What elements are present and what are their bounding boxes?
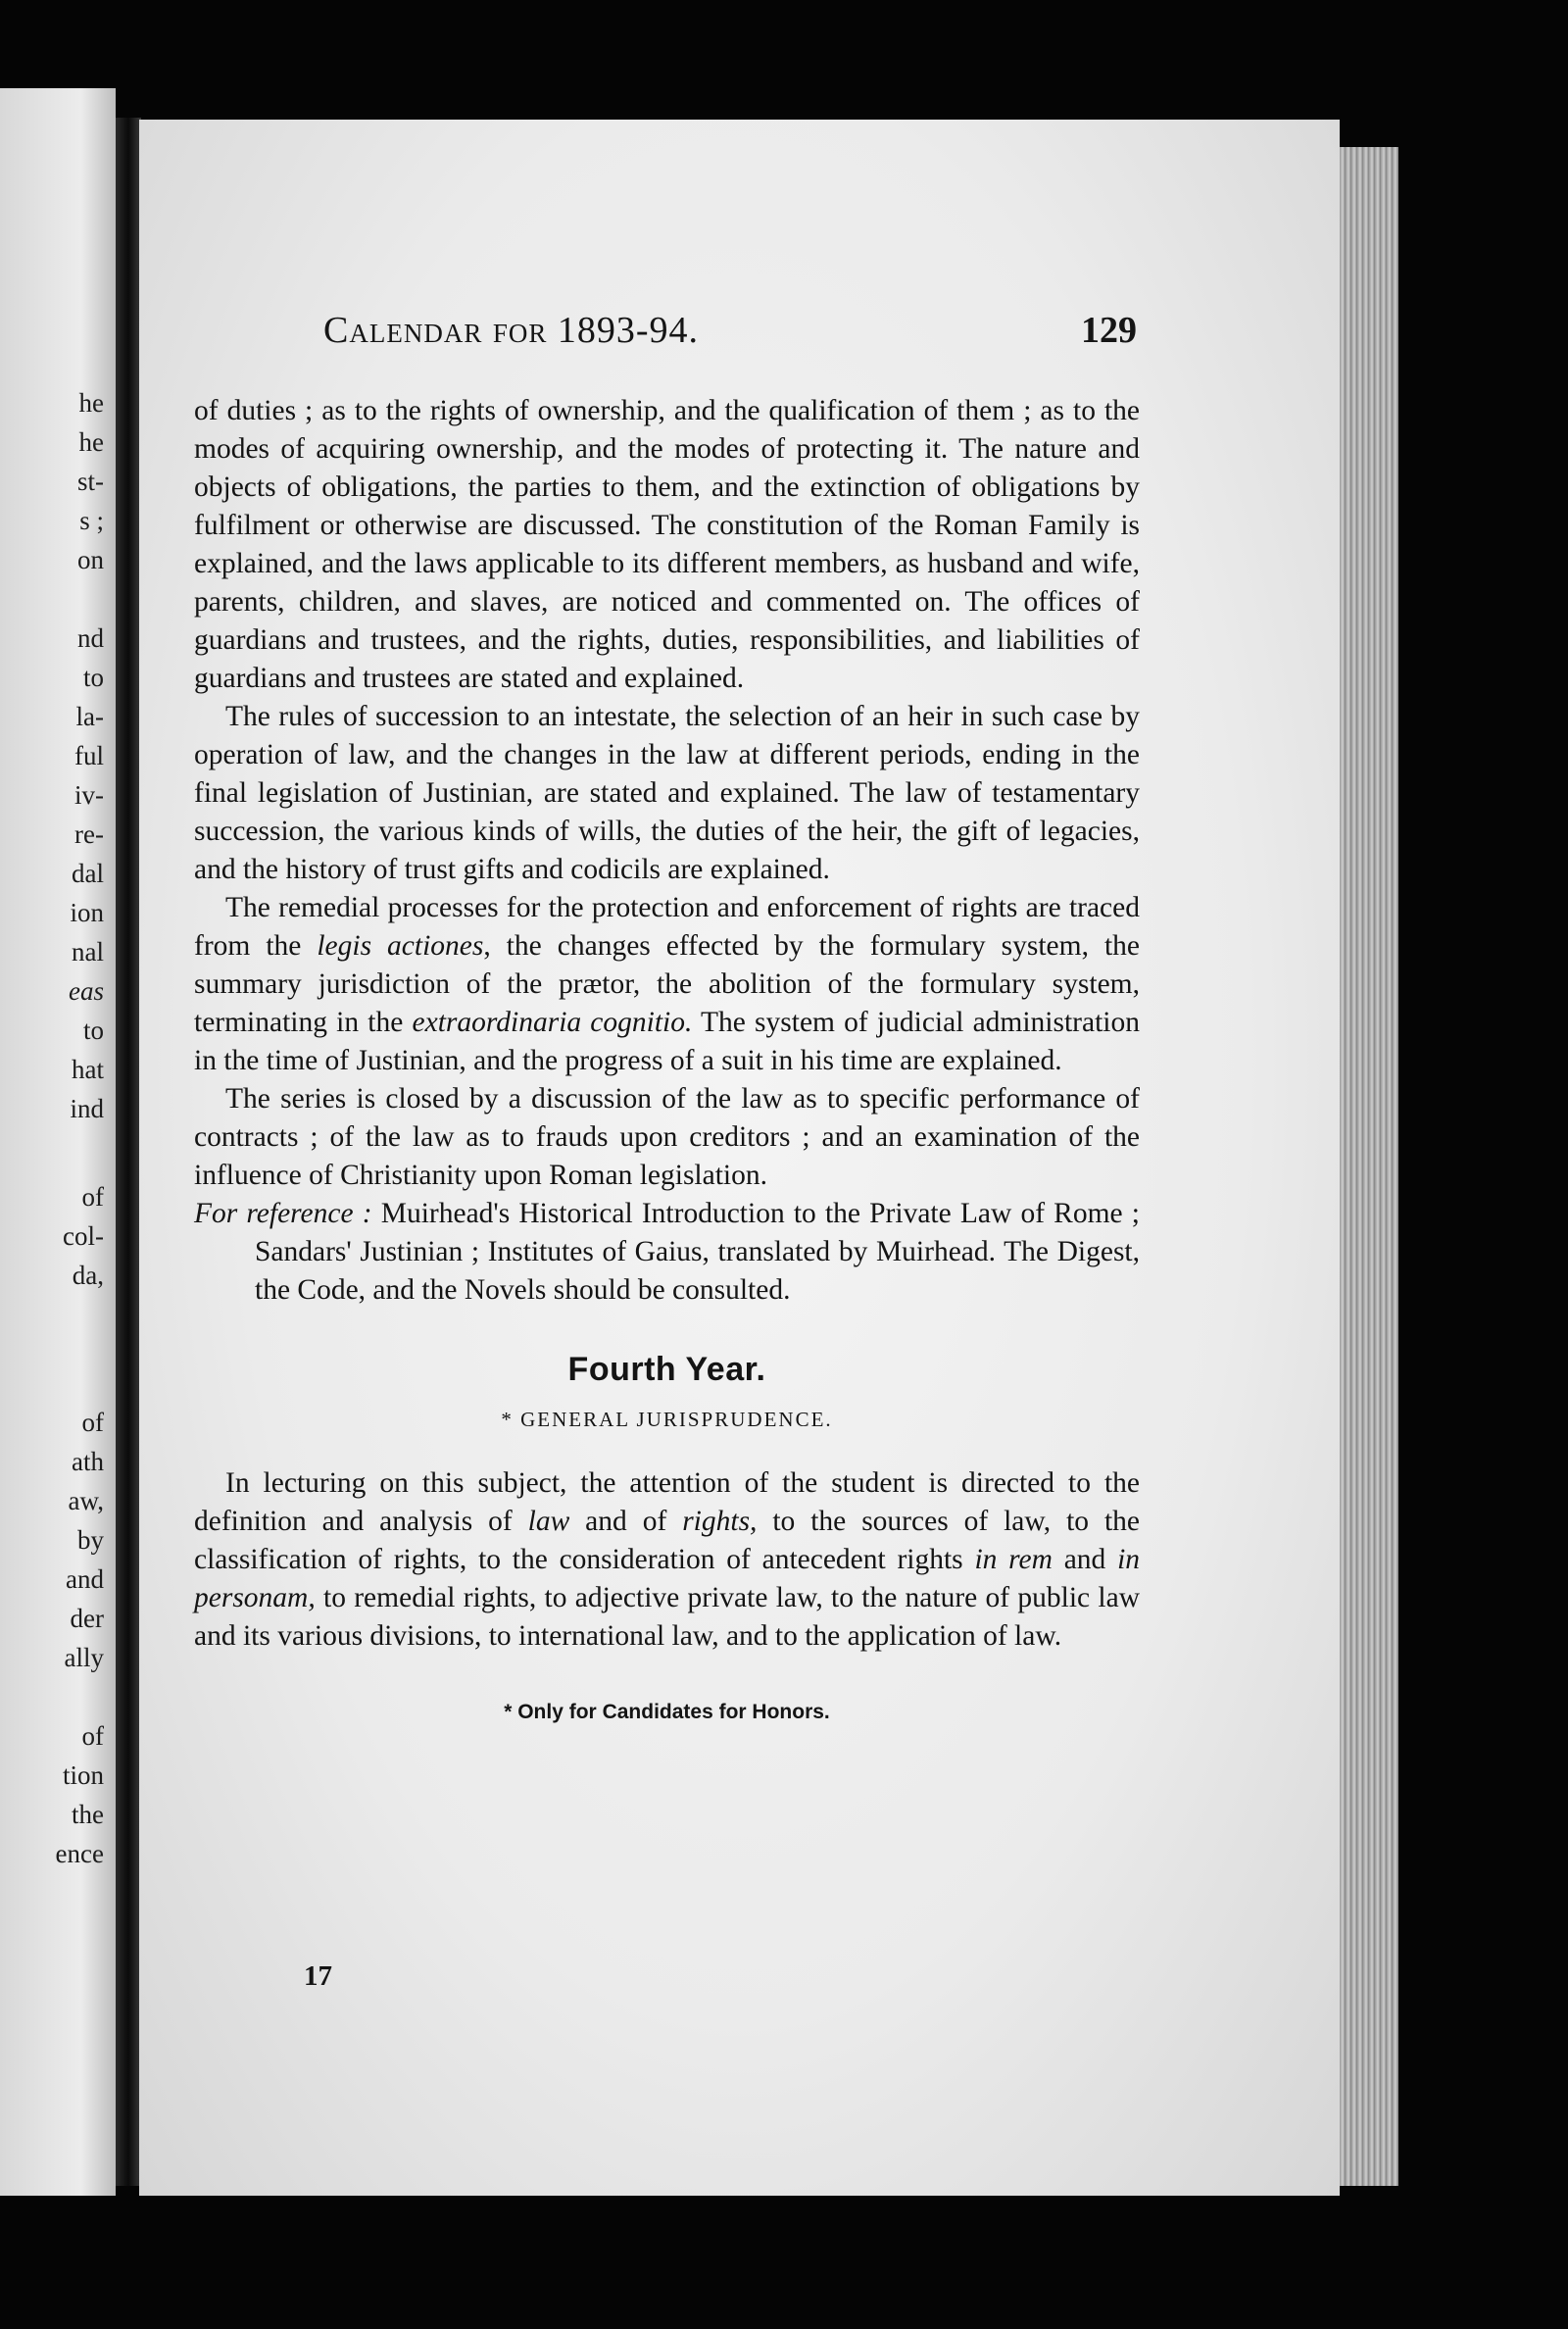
left-page-fragment: by (77, 1525, 104, 1555)
paragraph-4: The series is closed by a discussion of the law as to specific performance of contracts ; of the law as to frauds upon creditors ; and an examination of the influence of Christianity upon Roman legislation. (194, 1083, 1140, 1191)
left-page-fragment: of (81, 1721, 104, 1751)
left-page-fragment: der (70, 1604, 104, 1633)
left-page-fragment: he (78, 388, 104, 418)
paragraph-2: The rules of succession to an intestate, the selection of an heir in such case by operation of law, and the changes in the law at different periods, ending in the final legislation of Justinian, are stated and explained. The law of testamentary succession, the various kinds of wills, the duties of the heir, the gift of legacies, and the history of trust gifts and codicils are explained. (194, 701, 1140, 885)
book-gutter (116, 118, 141, 2186)
left-page-fragment: nd (77, 623, 104, 653)
left-page-fragment: the (72, 1800, 104, 1829)
paragraph-3-emphasis-2: extraordinaria cognitio. (412, 1007, 693, 1038)
paragraph-3-text-a: The remedial processes for the protection and enforcement of rights are traced from the (194, 892, 1140, 962)
section-body-text-c: to the sources of law, to the classification of rights, to the consideration of antecedent rights (194, 1506, 1140, 1575)
page-stack-edge (1340, 147, 1398, 2186)
left-page-fragment: aw, (68, 1486, 104, 1515)
paragraph-3-text-c: The system of judicial administration in the time of Justinian, and the progress of a suit in his time are explained. (194, 1007, 1140, 1076)
signature-mark: 17 (304, 1960, 332, 1992)
left-page-fragment: to (82, 1016, 104, 1045)
main-text (194, 392, 1140, 1731)
section-body-text-b: and of (569, 1506, 683, 1537)
section-subtitle: * GENERAL JURISPRUDENCE. (501, 1408, 833, 1431)
left-page-fragment: ful (74, 741, 104, 770)
left-page-fragment: eas (69, 976, 104, 1006)
left-page-fragment: col- (63, 1221, 104, 1251)
left-page-fragment: ion (70, 898, 104, 927)
left-page-edge (0, 88, 116, 2196)
left-page-fragment: of (81, 1408, 104, 1437)
left-page-fragment: da, (72, 1261, 104, 1290)
left-page-fragment: tion (62, 1760, 104, 1790)
left-page-fragment: he (78, 427, 104, 457)
page-number: 129 (1081, 310, 1137, 351)
left-page-fragment: dal (72, 859, 104, 888)
left-page-fragment: re- (74, 819, 104, 849)
page-header (323, 309, 1137, 360)
left-page-fragment: ath (72, 1447, 104, 1476)
section-body-emphasis-2: rights, (682, 1506, 758, 1537)
section-body-emphasis-3: in rem (974, 1544, 1053, 1575)
left-page-fragment: la- (75, 702, 104, 731)
section-body-text-e: to remedial rights, to adjective private law, to the nature of public law and its various divisions, to international law, and to the application of law. (194, 1582, 1140, 1652)
running-title: Calendar for 1893-94. (323, 310, 700, 351)
paragraph-3-text-b: , the changes effected by the formulary system, the summary jurisdiction of the prætor, the abolition of the formulary system, terminating in the (194, 930, 1140, 1038)
left-page-fragment: ence (55, 1839, 104, 1868)
left-page-fragment: s ; (79, 506, 104, 535)
left-page-fragment: and (66, 1564, 104, 1594)
footnote: * Only for Candidates for Honors. (504, 1701, 830, 1723)
section-body-text-d: and (1052, 1544, 1118, 1575)
left-page-fragment: iv- (74, 780, 104, 810)
left-page-fragment: st- (77, 467, 104, 496)
paragraph-3-emphasis-1: legis actiones (317, 930, 484, 962)
reference-paragraph (194, 1195, 1140, 1310)
reference-text: Muirhead's Historical Introduction to the Private Law of Rome ; Sandars' Justinian ; Institutes of Gaius, translated by Muirhead. The Digest, the Code, and the Novels should be consulted. (255, 1198, 1140, 1306)
left-page-fragment: of (81, 1182, 104, 1212)
left-page-fragment: on (77, 545, 104, 574)
section-body-text-a: In lecturing on this subject, the attention of the student is directed to the definition and analysis of (194, 1467, 1140, 1537)
left-page-fragment: to (82, 663, 104, 692)
section-body-emphasis-1: law (527, 1506, 570, 1537)
paragraph-3 (194, 889, 1140, 1080)
section-body (194, 1464, 1140, 1656)
section-body-emphasis-4: in personam, (194, 1544, 1141, 1613)
reference-label: For reference : (194, 1198, 372, 1229)
left-page-fragment: ally (64, 1643, 104, 1672)
section-title: Fourth Year. (567, 1351, 766, 1388)
left-page-fragment: nal (72, 937, 104, 966)
left-page-fragment: hat (72, 1055, 104, 1084)
left-page-fragment: ind (70, 1094, 104, 1123)
paragraph-1: of duties ; as to the rights of ownership, and the qualification of them ; as to the modes of acquiring ownership, and the modes of protecting it. The nature and objects of obligations, the parties to them, and the extinction of obligations by fulfilment or otherwise are discussed. The constitution of the Roman Family is explained, and the laws applicable to its different members, as husband and wife, parents, children, and slaves, are noticed and commented on. The offices of guardians and trustees, and the rights, duties, responsibilities, and liabilities of guardians and trustees are stated and explained. (194, 395, 1140, 694)
